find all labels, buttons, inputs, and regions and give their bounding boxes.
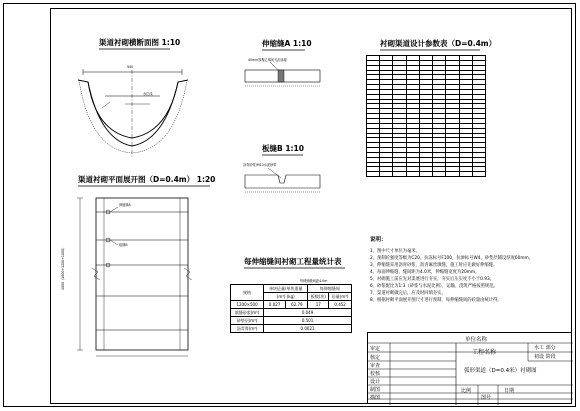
quantity-sub-heading: 每伸缩缝间距4.0m xyxy=(300,279,328,283)
joint-b-note: 沥青砂浆/M10水泥砂浆 xyxy=(243,163,277,167)
note-item: 5、衬砌施工前应先对渠底进行夯实，夯实后压实度不小于0.93。 xyxy=(370,277,495,282)
water-level-label: 水位线 xyxy=(143,92,153,96)
plan-joint-a-label: 伸缩缝A xyxy=(119,203,131,207)
joint-a-title: 伸缩缝A 1:10 xyxy=(262,39,312,48)
top-width-dim: 940 xyxy=(127,65,134,69)
notes-heading: 说明： xyxy=(370,237,387,243)
tb-sheet-label: 图号 xyxy=(481,395,492,401)
table-row xyxy=(231,309,352,317)
table-row xyxy=(231,325,352,333)
qt-sub-boards: 板数(块) xyxy=(308,293,329,301)
qt-cell: 62.79 xyxy=(286,301,308,309)
tb-stage-1: 水工 部分 xyxy=(534,345,556,351)
tb-row-label: 描图 xyxy=(370,395,381,401)
title-block xyxy=(367,332,572,404)
qt-header-single: 单块砼量/单块重量 xyxy=(264,285,308,293)
tb-date-label: 日期 xyxy=(504,388,515,394)
qt-cell: 沥青膏(m³) xyxy=(231,325,264,333)
plan-joint-b-label: 板缝B xyxy=(119,243,128,247)
quantity-table xyxy=(230,284,352,340)
tb-row-label: 审查 xyxy=(370,363,381,369)
tb-row-label: 审定 xyxy=(370,346,381,352)
qt-cell: 0.452 xyxy=(329,301,352,309)
qt-cell: 0.049 xyxy=(264,309,352,317)
qt-cell: 17 xyxy=(308,301,329,309)
qt-header-per-joint: 每伸缩缝间 xyxy=(308,285,352,293)
note-item: 6、砂浆配比为1:3（砂浆与水泥比例），运输、浇筑严格按照规范。 xyxy=(370,284,498,289)
joint-b-title: 板缝B 1:10 xyxy=(262,144,304,153)
qt-header-spec: 规格 xyxy=(231,285,264,301)
tb-unit-name: 单位名称 xyxy=(464,337,487,343)
tb-ratio-label: 比例 xyxy=(461,388,472,394)
qt-cell: 1200×500 xyxy=(231,301,264,309)
note-item: 1、图中尺寸单位为毫米。 xyxy=(370,249,420,254)
cross-section-title: 渠道衬砌横断面图 1:10 xyxy=(99,38,181,47)
tb-row-label: 设计 xyxy=(370,379,381,385)
plan-title: 渠道衬砌平面展开图（D=0.4m） 1:20 xyxy=(78,175,216,184)
design-table-title: 衬砌渠道设计参数表（D=0.4m） xyxy=(380,39,497,48)
qt-cell: 0.501 xyxy=(264,317,352,325)
note-item: 3、伸缩缝采用沥青砂浆、沥青麻丝填缝，施工时应先做好伸缩缝。 xyxy=(370,263,498,268)
tb-project-label: 工程名称 xyxy=(472,349,497,356)
qt-cell: 砂垫层(m³) xyxy=(231,317,264,325)
tb-row-label: 制图 xyxy=(370,387,381,393)
note-item: 7、渠道衬砌做完后，应及时回填夯实。 xyxy=(370,291,446,296)
qt-cell: 0.027 xyxy=(264,301,286,309)
table-row xyxy=(231,301,352,309)
joint-a-note: 40mm厚聚乙烯闭孔泡沫板 xyxy=(248,58,287,62)
notes-list xyxy=(370,248,540,304)
note-item: 8、根据衬砌平面展开图尺寸进行预制，每伸缩缝间的砼量由统计得。 xyxy=(370,298,502,303)
table-row xyxy=(231,317,352,325)
qt-sub-units: (m³) (kg) xyxy=(264,293,308,301)
tb-row-label: 核定 xyxy=(370,355,381,361)
note-item: 4、每面伸缩缝，缝间距为4.0米，伸缩缝宽度为20mm。 xyxy=(370,270,480,275)
quantity-table-title: 每伸缩缝间衬砌工程量统计表 xyxy=(244,257,342,266)
qt-cell: 0.0021 xyxy=(264,325,352,333)
tb-row-label: 校核 xyxy=(370,371,381,377)
note-item: 2、预制砼强度等级为C20，抗冻标号F100，抗渗标号W4，砂垫层铺设厚度60mm。 xyxy=(370,256,534,261)
qt-sub-concrete: 砼量(m³) xyxy=(329,293,352,301)
tb-stage-2: 初设 阶段 xyxy=(534,354,556,360)
plan-side-dim: 4000（1800+1200+1000） xyxy=(61,245,65,290)
qt-cell: 填缝砂浆(m³) xyxy=(231,309,264,317)
tb-drawing-name: 弧形渠道（D=0.4米）衬砌图 xyxy=(464,368,537,374)
